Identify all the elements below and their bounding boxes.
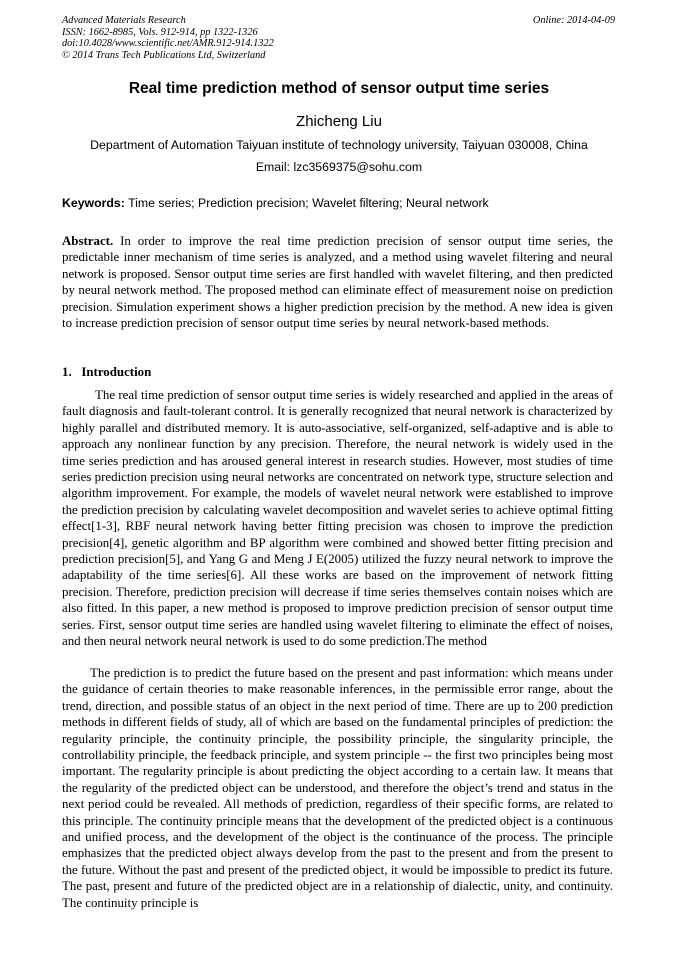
paper-title: Real time prediction method of sensor output time series: [128, 80, 550, 97]
intro-paragraph-2: The prediction is to predict the future based on the present and past information: which means under the guidance of certain theories to make reasonable inferences, in the permissible error range, about the trend, direction, and possible status of an object in the next period of time. There are up to 200 prediction methods in different fields of study, all of which are based on the fundamental principles of prediction: the regularity principle, the continuity principle, the possibility principle, the singularity principle, the controllability principle, the feedback principle, and system principle -- the first two principles being most important. The regularity principle is about predicting the object according to a certain law. It means that the regularity of the predicted object can be understood, and therefore the object’s trend and status in the next period could be revealed. All methods of prediction, regardless of their specific forms, are related to this principle. The continuity principle means that the development of the predicted object is a continuous and unified process, and the development of the object is the continuance of the process. The principle emphasizes that the predicted object always develop from the past to the present and from the present to the future. Without the past and present of the predicted object, it would be impossible to predict its future. The past, present and future of the predicted object are in a relationship of dialectic, unity, and continuity. The continuity principle is: [62, 666, 613, 910]
email: Email: lzc3569375@sohu.com: [255, 160, 423, 174]
copyright: © 2014 Trans Tech Publications Ltd, Switzerland: [62, 49, 266, 61]
keywords-label: Keywords:: [62, 196, 125, 210]
online-date: Online: 2014-04-09: [532, 15, 615, 26]
publication-header: [62, 15, 274, 61]
keywords-text: Time series; Prediction precision; Wavelet filtering; Neural network: [124, 196, 489, 210]
abstract: [62, 233, 613, 331]
doi: doi:10.4028/www.scientific.net/AMR.912-914.1322: [62, 38, 274, 50]
keywords: [62, 196, 489, 210]
abstract-label: Abstract.: [62, 234, 114, 248]
abstract-text: In order to improve the real time prediction precision of sensor output time series, the predictable inner mechanism of time series is analyzed, and a method using wavelet filtering and neural network is proposed. Sensor output time series are first handled with wavelet filtering, and then predicted by neural network method. The proposed method can eliminate effect of measurement noise on prediction precision. Simulation experiment shows a higher prediction precision by the method. A new idea is given to increase prediction precision of sensor output time series by neural network-based methods.: [62, 234, 613, 331]
section-heading: 1. Introduction: [62, 365, 152, 379]
affiliation: Department of Automation Taiyuan institute of technology university, Taiyuan 030008, China: [90, 138, 588, 152]
issn: ISSN: 1662-8985, Vols. 912-914, pp 1322-1326: [62, 26, 258, 38]
intro-paragraph-1: The real time prediction of sensor output time series is widely researched and applied in the areas of fault diagnosis and fault-tolerant control. It is generally recognized that neural network is characterized by highly parallel and distributed memory. It is auto-associative, self-organized, self-adaptive and is able to approach any nonlinear function by any precision. Therefore, the neural network is widely used in the time series prediction and has aroused general interest in research studies. However, most studies of time series prediction precision using neural networks are concentrated on network type, structure selection and algorithm improvement. For example, the models of wavelet neural network were established to improve the prediction precision by calculating wavelet decomposition and wavelet series to achieve optimal fitting effect[1-3], RBF neural network having better fitting precision was chosen to improve the prediction precision[4], genetic algorithm and BP algorithm were combined and showed better fitting precision and prediction precision[5], and Yang G and Meng J E(2005) utilized the fuzzy neural network to improve the adaptability of the time series[6]. All these works are based on the improvement of network fitting precision. Therefore, prediction precision will decrease if time series themselves contain noises which are also fitted. In this paper, a new method is proposed to improve prediction precision of sensor output time series. First, sensor output time series are handled using wavelet filtering to eliminate the effect of noises, and then neural network neural network is used to do some prediction.The method: [62, 388, 613, 649]
author: Zhicheng Liu: [296, 113, 382, 130]
journal-name: Advanced Materials Research: [62, 15, 186, 26]
